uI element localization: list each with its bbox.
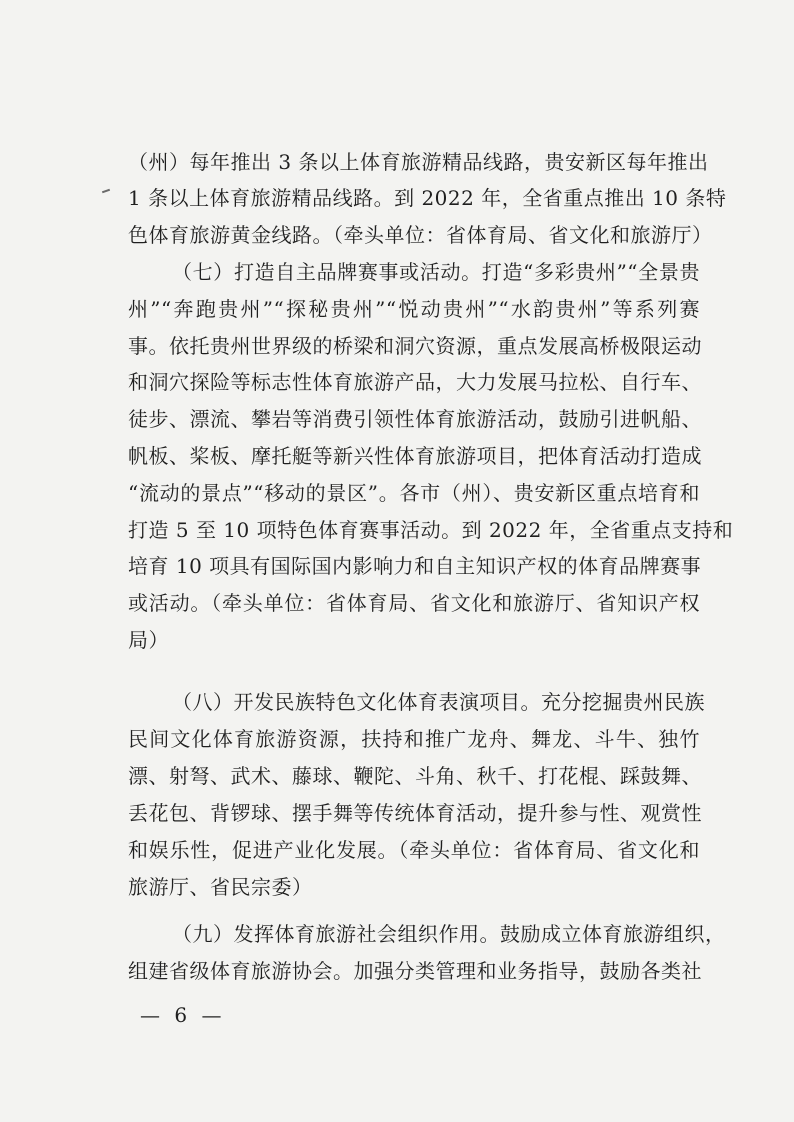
paragraph-line: 局） [128,628,169,652]
paragraph-line: 和娱乐性，促进产业化发展。（牵头单位：省体育局、省文化和 [128,838,700,862]
section-heading-line: （七）打造自主品牌赛事或活动。打造“多彩贵州”“全景贵 [172,260,700,284]
page-number: — 6 — [140,1003,226,1027]
paragraph-line: 事。依托贵州世界级的桥梁和洞穴资源，重点发展高桥极限运动 [128,334,702,358]
paragraph-line: 旅游厅、省民宗委） [128,875,313,899]
paragraph-line: 1 条以上体育旅游精品线路。到 2022 年，全省重点推出 10 条特 [128,186,727,210]
paragraph-line: “流动的景点”“移动的景区”。各市（州）、贵安新区重点培育和 [128,481,700,505]
paragraph-line: 徒步、漂流、攀岩等消费引领性体育旅游活动，鼓励引进帆船、 [128,407,702,431]
paragraph-line: 州”“奔跑贵州”“探秘贵州”“悦动贵州”“水韵贵州”等系列赛 [128,297,700,321]
paragraph-line: 组建省级体育旅游协会。加强分类管理和业务指导，鼓励各类社 [128,959,702,983]
paragraph-line: 或活动。（牵头单位：省体育局、省文化和旅游厅、省知识产权 [128,591,700,615]
section-heading-line: （八）开发民族特色文化体育表演项目。充分挖掘贵州民族 [172,690,705,714]
paragraph-line: 民间文化体育旅游资源，扶持和推广龙舟、舞龙、斗牛、独竹 [128,727,700,751]
paragraph-line: 和洞穴探险等标志性体育旅游产品，大力发展马拉松、自行车、 [128,370,702,394]
paragraph-line: 帆板、桨板、摩托艇等新兴性体育旅游项目，把体育活动打造成 [128,444,702,468]
paragraph-line: 漂、射弩、武术、藤球、鞭陀、斗角、秋千、打花棍、踩鼓舞、 [128,764,702,788]
paragraph-line: （州）每年推出 3 条以上体育旅游精品线路，贵安新区每年推出 [128,150,709,174]
paragraph-line: 色体育旅游黄金线路。（牵头单位：省体育局、省文化和旅游厅） [128,223,713,247]
scan-mark [102,189,110,194]
paragraph-line: 培育 10 项具有国际国内影响力和自主知识产权的体育品牌赛事 [128,554,702,578]
section-heading-line: （九）发挥体育旅游社会组织作用。鼓励成立体育旅游组织， [172,922,726,946]
paragraph-line: 丢花包、背锣球、摆手舞等传统体育活动，提升参与性、观赏性 [128,801,702,825]
paragraph-line: 打造 5 至 10 项特色体育赛事活动。到 2022 年，全省重点支持和 [128,518,734,542]
